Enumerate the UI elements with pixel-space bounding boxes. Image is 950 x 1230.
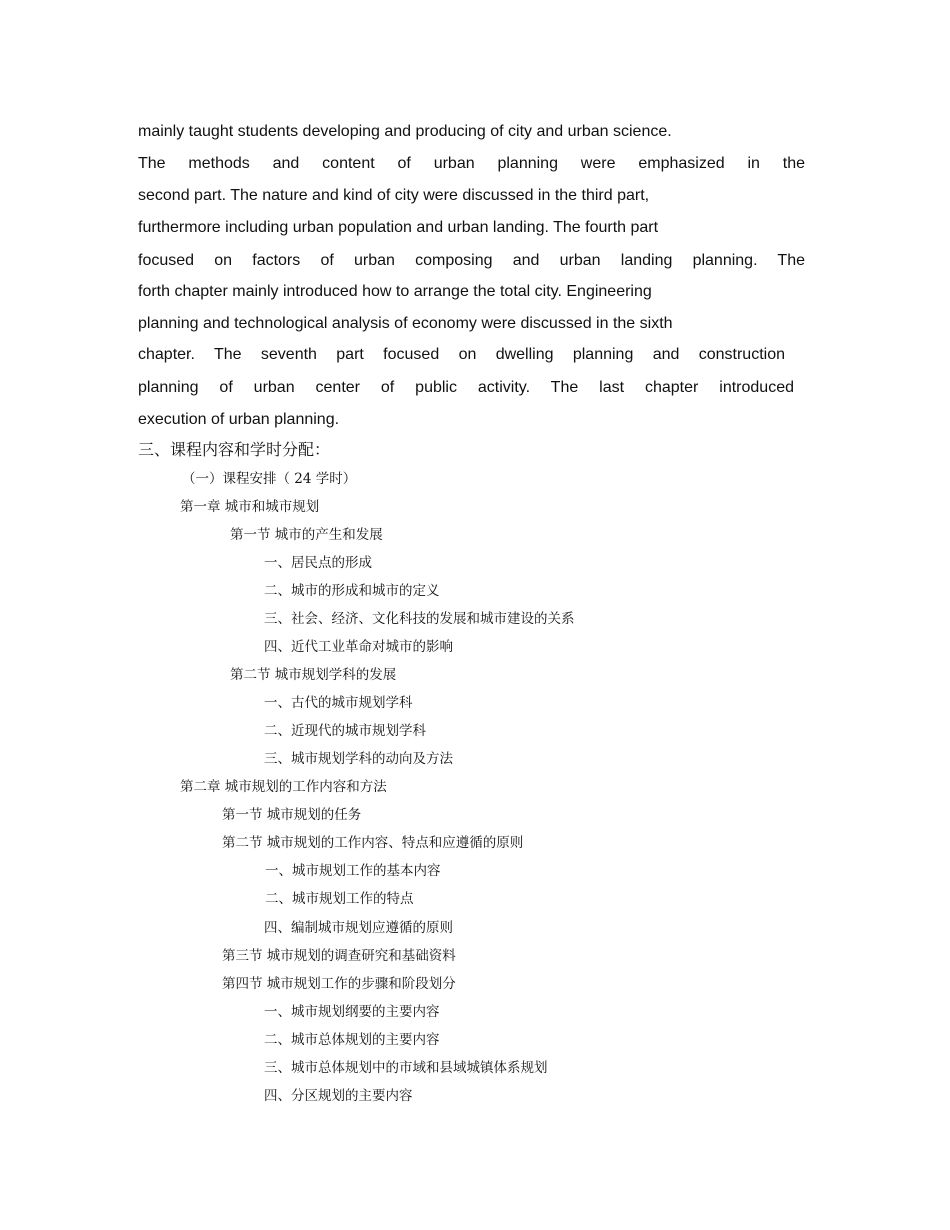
outline-item: 二、城市总体规划的主要内容 xyxy=(264,1032,440,1048)
outline-item: 四、编制城市规划应遵循的原则 xyxy=(264,920,453,936)
outline-item: 三、城市规划学科的动向及方法 xyxy=(264,751,453,767)
outline-item: 一、城市规划纲要的主要内容 xyxy=(264,1004,440,1020)
abstract-line: mainly taught students developing and producing of city and urban science. xyxy=(138,123,672,140)
chapter-title: 第二章 城市规划的工作内容和方法 xyxy=(180,779,387,795)
abstract-line: forth chapter mainly introduced how to arrange the total city. Engineering xyxy=(138,283,652,300)
outline-item: 一、城市规划工作的基本内容 xyxy=(265,863,441,879)
outline-item: 二、城市的形成和城市的定义 xyxy=(264,583,440,599)
abstract-line: second part. The nature and kind of city were discussed in the third part, xyxy=(138,187,650,204)
abstract-line: chapter. The seventh part focused on dwelling planning and construction xyxy=(138,346,785,363)
section-title: 第二节 城市规划学科的发展 xyxy=(230,667,397,683)
chapter-title: 第一章 城市和城市规划 xyxy=(180,499,320,515)
outline-item: 一、古代的城市规划学科 xyxy=(264,695,413,711)
outline-item: 二、城市规划工作的特点 xyxy=(265,891,414,907)
abstract-line: planning and technological analysis of economy were discussed in the sixth xyxy=(138,315,673,332)
outline-item: 三、城市总体规划中的市域和县域城镇体系规划 xyxy=(264,1060,548,1076)
outline-item: 二、近现代的城市规划学科 xyxy=(264,723,426,739)
schedule-label: （一）课程安排（ 24 学时） xyxy=(182,471,357,487)
outline-item: 四、分区规划的主要内容 xyxy=(264,1088,413,1104)
section-title: 第二节 城市规划的工作内容、特点和应遵循的原则 xyxy=(222,835,524,851)
abstract-line: furthermore including urban population and urban landing. The fourth part xyxy=(138,219,659,236)
section-title: 第一节 城市的产生和发展 xyxy=(230,527,383,543)
abstract-line: focused on factors of urban composing and urban landing planning. The xyxy=(138,252,805,269)
outline-item: 三、社会、经济、文化科技的发展和城市建设的关系 xyxy=(264,611,575,627)
section-title: 第一节 城市规划的任务 xyxy=(222,807,362,823)
abstract-line: execution of urban planning. xyxy=(138,411,340,428)
outline-item: 四、近代工业革命对城市的影响 xyxy=(264,639,453,655)
section-title: 第三节 城市规划的调查研究和基础资料 xyxy=(222,948,456,964)
section-heading: 三、课程内容和学时分配： xyxy=(138,440,331,459)
section-title: 第四节 城市规划工作的步骤和阶段划分 xyxy=(222,976,456,992)
abstract-line: The methods and content of urban planning were emphasized in the xyxy=(138,155,805,172)
abstract-line: planning of urban center of public activity. The last chapter introduced xyxy=(138,379,794,396)
outline-item: 一、居民点的形成 xyxy=(264,555,372,571)
